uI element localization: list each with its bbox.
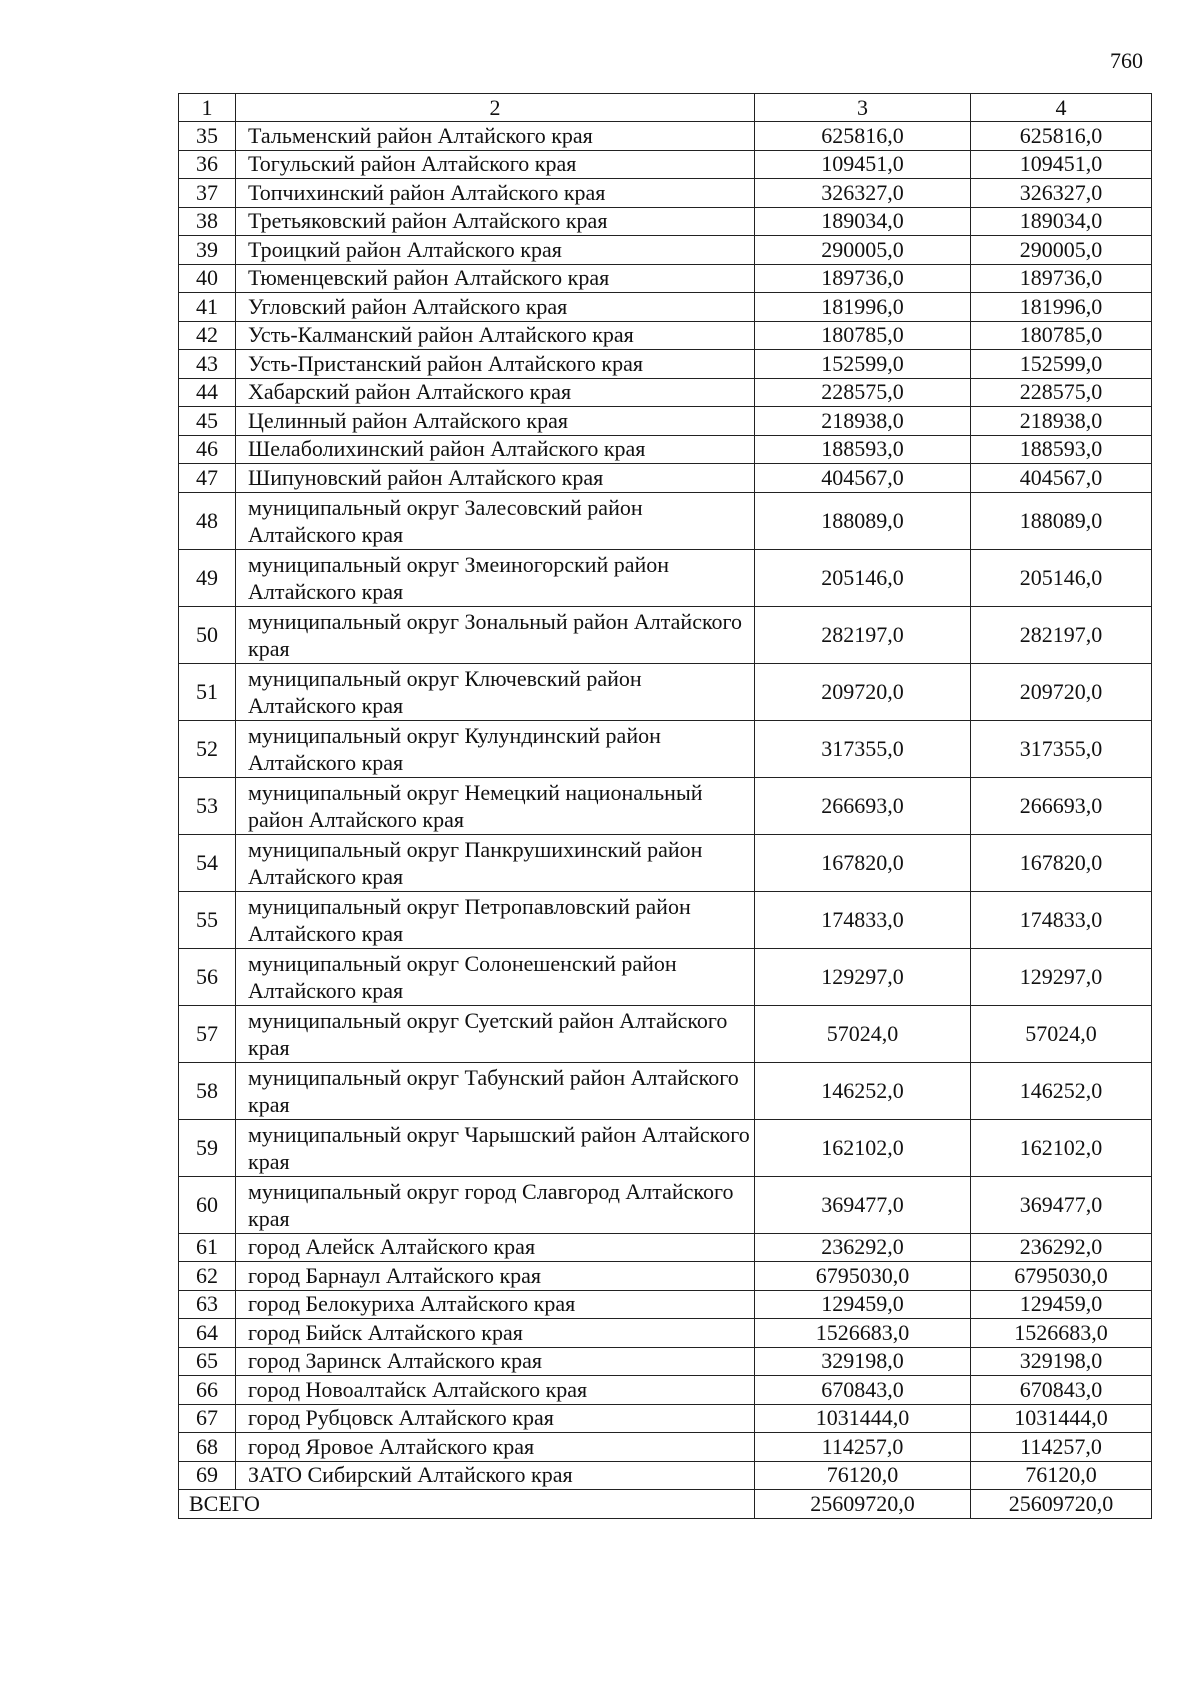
table-row (179, 1176, 1152, 1233)
table-row (179, 264, 1152, 293)
municipality-name: Третьяковский район Алтайского края (236, 207, 755, 236)
column-3-value: 181996,0 (755, 293, 971, 322)
column-4-value: 209720,0 (971, 663, 1152, 720)
row-number: 61 (179, 1233, 236, 1262)
municipality-name: муниципальный округ город Славгород Алтайского края (236, 1176, 755, 1233)
row-number: 54 (179, 834, 236, 891)
total-row (179, 1490, 1152, 1519)
municipality-name: муниципальный округ Ключевский район Алтайского края (236, 663, 755, 720)
column-4-value: 114257,0 (971, 1433, 1152, 1462)
row-number: 36 (179, 150, 236, 179)
table-row (179, 1461, 1152, 1490)
table-row (179, 350, 1152, 379)
column-4-value: 6795030,0 (971, 1262, 1152, 1291)
column-4-value: 146252,0 (971, 1062, 1152, 1119)
column-3-value: 326327,0 (755, 179, 971, 208)
column-3-value: 146252,0 (755, 1062, 971, 1119)
table-row (179, 549, 1152, 606)
table-row (179, 606, 1152, 663)
column-3-value: 625816,0 (755, 122, 971, 151)
row-number: 35 (179, 122, 236, 151)
municipality-name: Троицкий район Алтайского края (236, 236, 755, 265)
municipality-name: город Алейск Алтайского края (236, 1233, 755, 1262)
column-4-value: 181996,0 (971, 293, 1152, 322)
table-row (179, 1433, 1152, 1462)
municipality-name: город Бийск Алтайского края (236, 1319, 755, 1348)
table-row (179, 834, 1152, 891)
row-number: 50 (179, 606, 236, 663)
municipality-name: муниципальный округ Зональный район Алтайского края (236, 606, 755, 663)
table-row (179, 948, 1152, 1005)
column-number-2: 2 (236, 94, 755, 122)
municipality-name: город Барнаул Алтайского края (236, 1262, 755, 1291)
table-row (179, 663, 1152, 720)
column-4-value: 152599,0 (971, 350, 1152, 379)
table-row (179, 464, 1152, 493)
column-4-value: 218938,0 (971, 407, 1152, 436)
column-4-value: 290005,0 (971, 236, 1152, 265)
total-column-4-value: 25609720,0 (971, 1490, 1152, 1519)
column-number-row (179, 94, 1152, 122)
column-3-value: 6795030,0 (755, 1262, 971, 1291)
row-number: 67 (179, 1404, 236, 1433)
column-3-value: 290005,0 (755, 236, 971, 265)
municipality-name: город Белокуриха Алтайского края (236, 1290, 755, 1319)
column-4-value: 266693,0 (971, 777, 1152, 834)
table-row (179, 720, 1152, 777)
column-3-value: 1031444,0 (755, 1404, 971, 1433)
row-number: 44 (179, 378, 236, 407)
municipality-name: город Новоалтайск Алтайского края (236, 1376, 755, 1405)
column-3-value: 167820,0 (755, 834, 971, 891)
row-number: 57 (179, 1005, 236, 1062)
column-4-value: 670843,0 (971, 1376, 1152, 1405)
row-number: 46 (179, 435, 236, 464)
table-row (179, 207, 1152, 236)
municipality-name: Шипуновский район Алтайского края (236, 464, 755, 493)
column-3-value: 205146,0 (755, 549, 971, 606)
table-row (179, 293, 1152, 322)
column-4-value: 189736,0 (971, 264, 1152, 293)
table-row (179, 407, 1152, 436)
column-4-value: 236292,0 (971, 1233, 1152, 1262)
column-3-value: 188593,0 (755, 435, 971, 464)
row-number: 63 (179, 1290, 236, 1319)
column-3-value: 162102,0 (755, 1119, 971, 1176)
column-number-4: 4 (971, 94, 1152, 122)
row-number: 60 (179, 1176, 236, 1233)
table-row (179, 1290, 1152, 1319)
table-row (179, 236, 1152, 265)
municipality-name: город Яровое Алтайского края (236, 1433, 755, 1462)
row-number: 69 (179, 1461, 236, 1490)
municipality-name: муниципальный округ Залесовский район Алтайского края (236, 492, 755, 549)
column-4-value: 369477,0 (971, 1176, 1152, 1233)
total-column-3-value: 25609720,0 (755, 1490, 971, 1519)
column-4-value: 228575,0 (971, 378, 1152, 407)
column-3-value: 189034,0 (755, 207, 971, 236)
column-3-value: 282197,0 (755, 606, 971, 663)
column-3-value: 369477,0 (755, 1176, 971, 1233)
row-number: 40 (179, 264, 236, 293)
column-4-value: 1031444,0 (971, 1404, 1152, 1433)
column-4-value: 329198,0 (971, 1347, 1152, 1376)
row-number: 37 (179, 179, 236, 208)
column-4-value: 188593,0 (971, 435, 1152, 464)
municipality-name: муниципальный округ Солонешенский район Алтайского края (236, 948, 755, 1005)
column-number-3: 3 (755, 94, 971, 122)
column-4-value: 326327,0 (971, 179, 1152, 208)
row-number: 42 (179, 321, 236, 350)
table-row (179, 150, 1152, 179)
column-4-value: 167820,0 (971, 834, 1152, 891)
municipality-name: муниципальный округ Немецкий национальный район Алтайского края (236, 777, 755, 834)
table-row (179, 122, 1152, 151)
column-3-value: 188089,0 (755, 492, 971, 549)
column-4-value: 188089,0 (971, 492, 1152, 549)
column-3-value: 189736,0 (755, 264, 971, 293)
column-3-value: 329198,0 (755, 1347, 971, 1376)
row-number: 62 (179, 1262, 236, 1291)
table-row (179, 435, 1152, 464)
row-number: 43 (179, 350, 236, 379)
allocation-table (178, 93, 1152, 1519)
row-number: 38 (179, 207, 236, 236)
municipality-name: Топчихинский район Алтайского края (236, 179, 755, 208)
column-3-value: 228575,0 (755, 378, 971, 407)
table-row (179, 1262, 1152, 1291)
row-number: 65 (179, 1347, 236, 1376)
municipality-name: город Рубцовск Алтайского края (236, 1404, 755, 1433)
row-number: 51 (179, 663, 236, 720)
table-row (179, 777, 1152, 834)
table-row (179, 1005, 1152, 1062)
row-number: 68 (179, 1433, 236, 1462)
row-number: 53 (179, 777, 236, 834)
municipality-name: Угловский район Алтайского края (236, 293, 755, 322)
column-4-value: 205146,0 (971, 549, 1152, 606)
row-number: 52 (179, 720, 236, 777)
row-number: 64 (179, 1319, 236, 1348)
row-number: 45 (179, 407, 236, 436)
row-number: 41 (179, 293, 236, 322)
column-3-value: 236292,0 (755, 1233, 971, 1262)
table-row (179, 1376, 1152, 1405)
row-number: 47 (179, 464, 236, 493)
column-4-value: 76120,0 (971, 1461, 1152, 1490)
column-4-value: 129297,0 (971, 948, 1152, 1005)
column-4-value: 404567,0 (971, 464, 1152, 493)
row-number: 49 (179, 549, 236, 606)
municipality-name: Шелаболихинский район Алтайского края (236, 435, 755, 464)
column-4-value: 162102,0 (971, 1119, 1152, 1176)
municipality-name: Тальменский район Алтайского края (236, 122, 755, 151)
municipality-name: муниципальный округ Змеиногорский район Алтайского края (236, 549, 755, 606)
column-4-value: 1526683,0 (971, 1319, 1152, 1348)
column-4-value: 57024,0 (971, 1005, 1152, 1062)
table-row (179, 1119, 1152, 1176)
table-row (179, 492, 1152, 549)
municipality-name: город Заринск Алтайского края (236, 1347, 755, 1376)
municipality-name: Усть-Пристанский район Алтайского края (236, 350, 755, 379)
column-4-value: 180785,0 (971, 321, 1152, 350)
column-3-value: 180785,0 (755, 321, 971, 350)
row-number: 48 (179, 492, 236, 549)
column-3-value: 317355,0 (755, 720, 971, 777)
column-3-value: 670843,0 (755, 1376, 971, 1405)
column-4-value: 625816,0 (971, 122, 1152, 151)
municipality-name: муниципальный округ Суетский район Алтайского края (236, 1005, 755, 1062)
column-3-value: 109451,0 (755, 150, 971, 179)
table-row (179, 1062, 1152, 1119)
municipality-name: муниципальный округ Чарышский район Алтайского края (236, 1119, 755, 1176)
column-number-1: 1 (179, 94, 236, 122)
row-number: 39 (179, 236, 236, 265)
municipality-name: Хабарский район Алтайского края (236, 378, 755, 407)
column-3-value: 114257,0 (755, 1433, 971, 1462)
municipality-name: Усть-Калманский район Алтайского края (236, 321, 755, 350)
column-4-value: 189034,0 (971, 207, 1152, 236)
municipality-name: муниципальный округ Кулундинский район Алтайского края (236, 720, 755, 777)
table-row (179, 321, 1152, 350)
table-row (179, 378, 1152, 407)
table-row (179, 1319, 1152, 1348)
municipality-name: Тогульский район Алтайского края (236, 150, 755, 179)
table-body (179, 94, 1152, 1519)
table-row (179, 1347, 1152, 1376)
row-number: 66 (179, 1376, 236, 1405)
municipality-name: муниципальный округ Табунский район Алтайского края (236, 1062, 755, 1119)
page-number: 760 (1110, 48, 1143, 73)
municipality-name: ЗАТО Сибирский Алтайского края (236, 1461, 755, 1490)
row-number: 55 (179, 891, 236, 948)
column-4-value: 317355,0 (971, 720, 1152, 777)
column-3-value: 129297,0 (755, 948, 971, 1005)
table-row (179, 1233, 1152, 1262)
row-number: 56 (179, 948, 236, 1005)
column-3-value: 129459,0 (755, 1290, 971, 1319)
column-3-value: 209720,0 (755, 663, 971, 720)
column-4-value: 129459,0 (971, 1290, 1152, 1319)
column-3-value: 218938,0 (755, 407, 971, 436)
column-3-value: 76120,0 (755, 1461, 971, 1490)
table-row (179, 179, 1152, 208)
column-3-value: 266693,0 (755, 777, 971, 834)
table-row (179, 1404, 1152, 1433)
column-4-value: 109451,0 (971, 150, 1152, 179)
row-number: 58 (179, 1062, 236, 1119)
municipality-name: Целинный район Алтайского края (236, 407, 755, 436)
total-label: ВСЕГО (179, 1490, 755, 1519)
column-4-value: 174833,0 (971, 891, 1152, 948)
municipality-name: муниципальный округ Панкрушихинский район Алтайского края (236, 834, 755, 891)
column-3-value: 174833,0 (755, 891, 971, 948)
column-3-value: 1526683,0 (755, 1319, 971, 1348)
column-3-value: 152599,0 (755, 350, 971, 379)
column-3-value: 57024,0 (755, 1005, 971, 1062)
municipality-name: муниципальный округ Петропавловский район Алтайского края (236, 891, 755, 948)
column-3-value: 404567,0 (755, 464, 971, 493)
column-4-value: 282197,0 (971, 606, 1152, 663)
municipality-name: Тюменцевский район Алтайского края (236, 264, 755, 293)
table-row (179, 891, 1152, 948)
row-number: 59 (179, 1119, 236, 1176)
